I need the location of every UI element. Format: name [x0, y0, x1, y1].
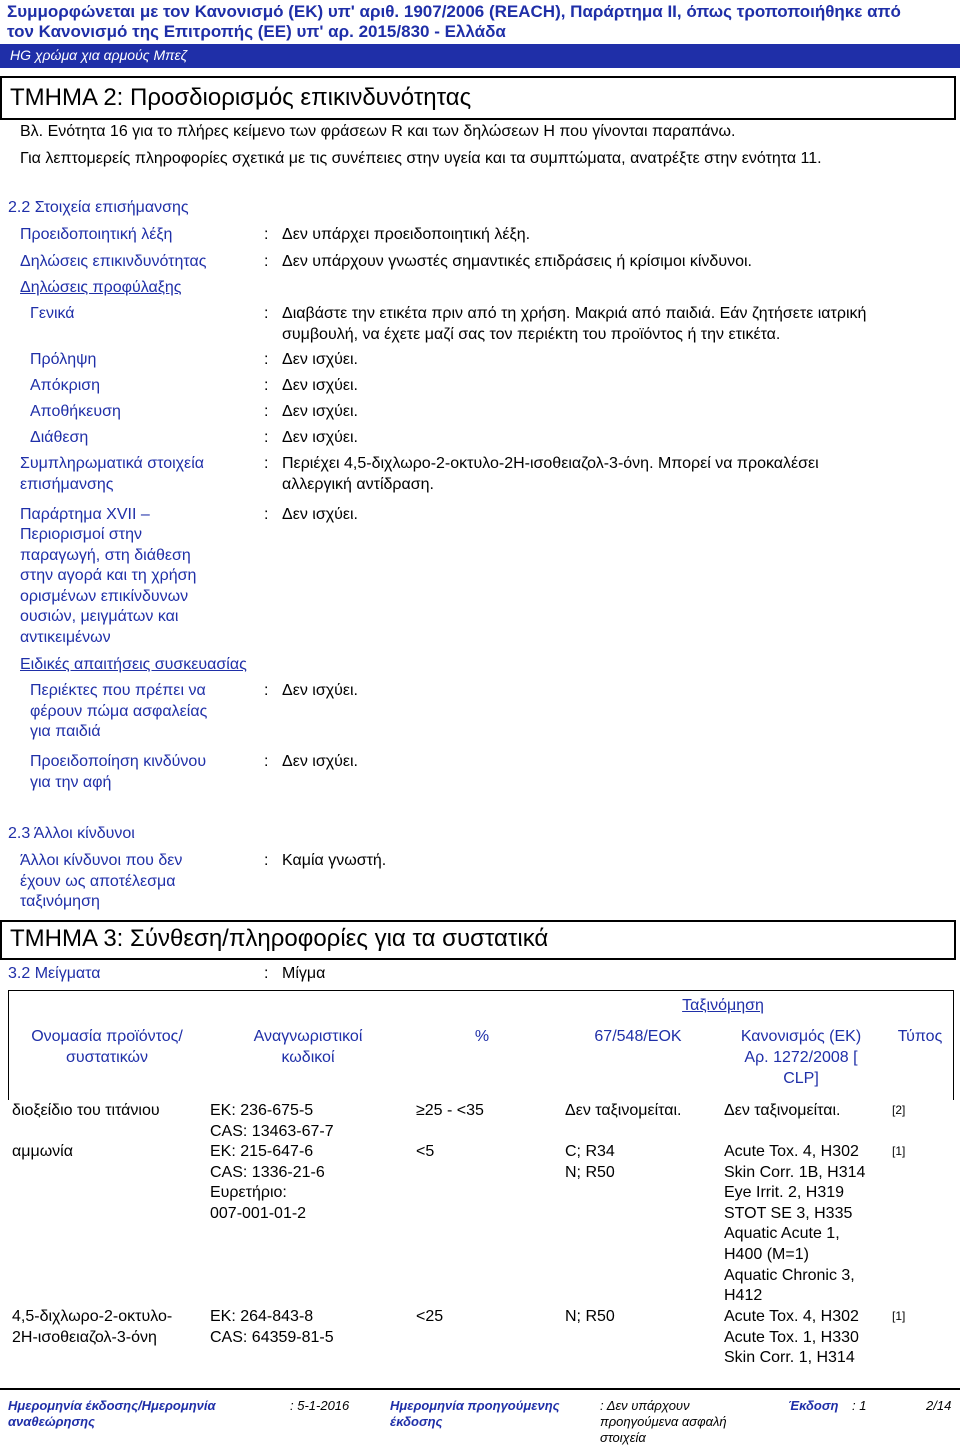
- tactile-warning-label-1: Προειδοποίηση κινδύνου: [30, 753, 207, 770]
- version-value: : 1: [852, 1398, 867, 1413]
- ingredient-dsd-class: C; R34 N; R50: [565, 1143, 615, 1181]
- ingredient-name: αμμωνία: [12, 1143, 73, 1160]
- ingredient-type: [1]: [892, 1309, 906, 1323]
- colon: :: [264, 429, 269, 446]
- hazard-statements-value: Δεν υπάρχουν γνωστές σημαντικές επιδράσεις ή κρίσιμοι κίνδυνοι.: [282, 253, 752, 270]
- other-hazards-label-3: ταξινόμηση: [20, 893, 100, 910]
- packaging-requirements-label: Ειδικές απαιτήσεις συσκευασίας: [20, 656, 247, 673]
- table-row: [12, 1142, 73, 1163]
- other-hazards-label-1: Άλλοι κίνδυνοι που δεν: [20, 852, 183, 869]
- ingredient-name: 4,5-διχλωρο-2-οκτυλο-: [12, 1308, 173, 1325]
- subsection-3-2-title: 3.2 Μείγματα: [8, 965, 101, 982]
- tactile-warning-value: Δεν ισχύει.: [282, 753, 358, 770]
- table-row: [12, 1307, 172, 1348]
- colon: :: [264, 351, 269, 368]
- ingredient-dsd-class: Δεν ταξινομείται.: [565, 1102, 682, 1119]
- version-label: Έκδοση: [788, 1398, 839, 1413]
- section-3-title: ΤΜΗΜΑ 3: Σύνθεση/πληροφορίες για τα συστατικά: [10, 925, 549, 952]
- supplemental-value-line-1: Περιέχει 4,5-διχλωρο-2-οκτυλο-2Η-ισοθειαζολ-3-όνη. Μπορεί να προκαλέσει: [282, 455, 819, 472]
- colon: :: [264, 852, 269, 869]
- ingredient-identifiers: ΕΚ: 264-843-8 CAS: 64359-81-5: [210, 1308, 334, 1346]
- header-percent: %: [474, 1028, 490, 1045]
- colon: :: [264, 682, 269, 699]
- storage-label: Αποθήκευση: [30, 403, 121, 420]
- storage-value: Δεν ισχύει.: [282, 403, 358, 420]
- ingredient-clp-class: Δεν ταξινομείται.: [724, 1102, 841, 1119]
- disposal-label: Διάθεση: [30, 429, 89, 446]
- colon: :: [264, 403, 269, 420]
- signal-word-value: Δεν υπάρχει προειδοποιητική λέξη.: [282, 226, 531, 243]
- document-header: [0, 0, 960, 44]
- other-hazards-label-2: έχουν ως αποτέλεσμα: [20, 873, 176, 890]
- response-label: Απόκριση: [30, 377, 101, 394]
- tactile-warning-label-2: για την αφή: [30, 774, 112, 791]
- regulation-title-line-1: Συμμορφώνεται με τον Κανονισμό (ΕΚ) υπ' αριθ. 1907/2006 (REACH), Παράρτημα II, όπως τροποποιήθηκε από: [7, 2, 901, 21]
- header-67-548-eec: 67/548/ΕΟΚ: [594, 1028, 682, 1045]
- supplemental-value-line-2: αλλεργική αντίδραση.: [282, 476, 434, 493]
- colon: :: [264, 506, 269, 523]
- child-resistant-label-1: Περιέκτες που πρέπει να: [30, 682, 206, 699]
- ingredient-percent: <25: [416, 1308, 444, 1325]
- annex-xvii-label-2: Περιορισμοί στην: [20, 526, 142, 543]
- colon: :: [264, 455, 269, 472]
- ingredient-type: [2]: [892, 1103, 906, 1117]
- hazard-statements-label: Δηλώσεις επικινδυνότητας: [20, 253, 207, 270]
- subsection-2-3-title: 2.3 Άλλοι κίνδυνοι: [8, 825, 135, 842]
- header-product-name: Ονομασία προϊόντος/ συστατικών: [31, 1028, 183, 1066]
- general-label: Γενικά: [30, 305, 75, 322]
- product-name: HG χρώμα χια αρμούς Μπεζ: [10, 47, 188, 63]
- ingredient-clp-class: Acute Tox. 4, H302 Skin Corr. 1B, H314 Eye Irrit. 2, H319 STOT SE 3, H335 Aquatic Acute 1, H400 (M=1) Aquatic Chronic 3, H412: [724, 1143, 866, 1305]
- issue-date-label: Ημερομηνία έκδοσης/Ημερομηνία αναθεώρησης: [8, 1398, 216, 1429]
- previous-issue-value: : Δεν υπάρχουν προηγούμενα ασφαλή στοιχεία: [600, 1398, 727, 1445]
- subsection-2-2-title: 2.2 Στοιχεία επισήμανσης: [8, 199, 189, 216]
- annex-xvii-label-5: ορισμένων επικίνδυνων: [20, 588, 189, 605]
- child-resistant-value: Δεν ισχύει.: [282, 682, 358, 699]
- colon: :: [264, 226, 269, 243]
- supplemental-label-line-1: Συμπληρωματικά στοιχεία: [20, 455, 204, 472]
- classification-group-header: Ταξινόμηση: [682, 997, 764, 1014]
- colon: :: [264, 305, 269, 322]
- ingredient-percent: <5: [416, 1143, 435, 1160]
- ingredient-identifiers: ΕΚ: 236-675-5 CAS: 13463-67-7: [210, 1102, 334, 1140]
- product-name-bar: [0, 44, 960, 68]
- ingredient-identifiers: ΕΚ: 215-647-6 CAS: 1336-21-6 Ευρετήριο: 007-001-01-2: [210, 1143, 325, 1222]
- annex-xvii-label-1: Παράρτημα XVII –: [20, 506, 150, 523]
- prevention-label: Πρόληψη: [30, 351, 97, 368]
- header-type: Τύπος: [897, 1028, 943, 1045]
- annex-xvii-label-3: παραγωγή, στη διάθεση: [20, 547, 191, 564]
- response-value: Δεν ισχύει.: [282, 377, 358, 394]
- prevention-value: Δεν ισχύει.: [282, 351, 358, 368]
- section-2-intro-2: Για λεπτομερείς πληροφορίες σχετικά με τις συνέπειες στην υγεία και τα συμπτώματα, ανατρέξτε στην ενότητα 11.: [20, 150, 822, 167]
- supplemental-label-line-2: επισήμανσης: [20, 476, 114, 493]
- header-identifiers: Αναγνωριστικοί κωδικοί: [253, 1028, 363, 1066]
- ingredient-percent: ≥25 - <35: [416, 1102, 484, 1119]
- colon: :: [264, 965, 269, 982]
- colon: :: [264, 253, 269, 270]
- precautionary-statements-label: Δηλώσεις προφύλαξης: [20, 279, 182, 296]
- annex-xvii-label-6: ουσιών, μειγμάτων και: [20, 608, 179, 625]
- general-value-line-1: Διαβάστε την ετικέτα πριν από τη χρήση. Μακριά από παιδιά. Εάν ζητήσετε ιατρική: [282, 305, 867, 322]
- general-value-line-2: συμβουλή, να έχετε μαζί σας τον περιέκτη του προϊόντος ή την ετικέτα.: [282, 326, 781, 343]
- annex-xvii-label-7: αντικειμένων: [20, 629, 111, 646]
- header-clp-regulation: Κανονισμός (ΕΚ) Αρ. 1272/2008 [ CLP]: [740, 1028, 862, 1087]
- section-2-intro-1: Βλ. Ενότητα 16 για το πλήρες κείμενο των φράσεων R και των δηλώσεων H που γίνονται παραπάνω.: [20, 123, 736, 140]
- previous-issue-label: Ημερομηνία προηγούμενης έκδοσης: [390, 1398, 560, 1429]
- annex-xvii-label-4: στην αγορά και τη χρήση: [20, 567, 197, 584]
- signal-word-label: Προειδοποιητική λέξη: [20, 226, 173, 243]
- child-resistant-label-3: για παιδιά: [30, 723, 101, 740]
- colon: :: [264, 753, 269, 770]
- section-2-title: ΤΜΗΜΑ 2: Προσδιορισμός επικινδυνότητας: [10, 84, 472, 111]
- other-hazards-value: Καμία γνωστή.: [282, 852, 387, 869]
- child-resistant-label-2: φέρουν πώμα ασφαλείας: [30, 703, 208, 720]
- mixture-value: Μίγμα: [282, 965, 326, 982]
- ingredient-name: 2Η-ισοθειαζολ-3-όνη: [12, 1328, 157, 1346]
- ingredient-clp-class: Acute Tox. 4, H302 Acute Tox. 1, H330 Skin Corr. 1, H314: [724, 1308, 859, 1367]
- page-number: 2/14: [926, 1398, 952, 1413]
- footer-divider: [0, 1388, 960, 1390]
- table-row: [12, 1101, 160, 1122]
- regulation-title-line-2: τον Κανονισμό της Επιτροπής (ΕΕ) υπ' αρ. 2015/830 - Ελλάδα: [7, 22, 506, 41]
- issue-date-value: : 5-1-2016: [290, 1398, 350, 1413]
- ingredient-type: [1]: [892, 1144, 906, 1158]
- colon: :: [264, 377, 269, 394]
- ingredient-dsd-class: N; R50: [565, 1308, 615, 1325]
- disposal-value: Δεν ισχύει.: [282, 429, 358, 446]
- ingredient-name: διοξείδιο του τιτάνιου: [12, 1102, 160, 1119]
- annex-xvii-value: Δεν ισχύει.: [282, 506, 358, 523]
